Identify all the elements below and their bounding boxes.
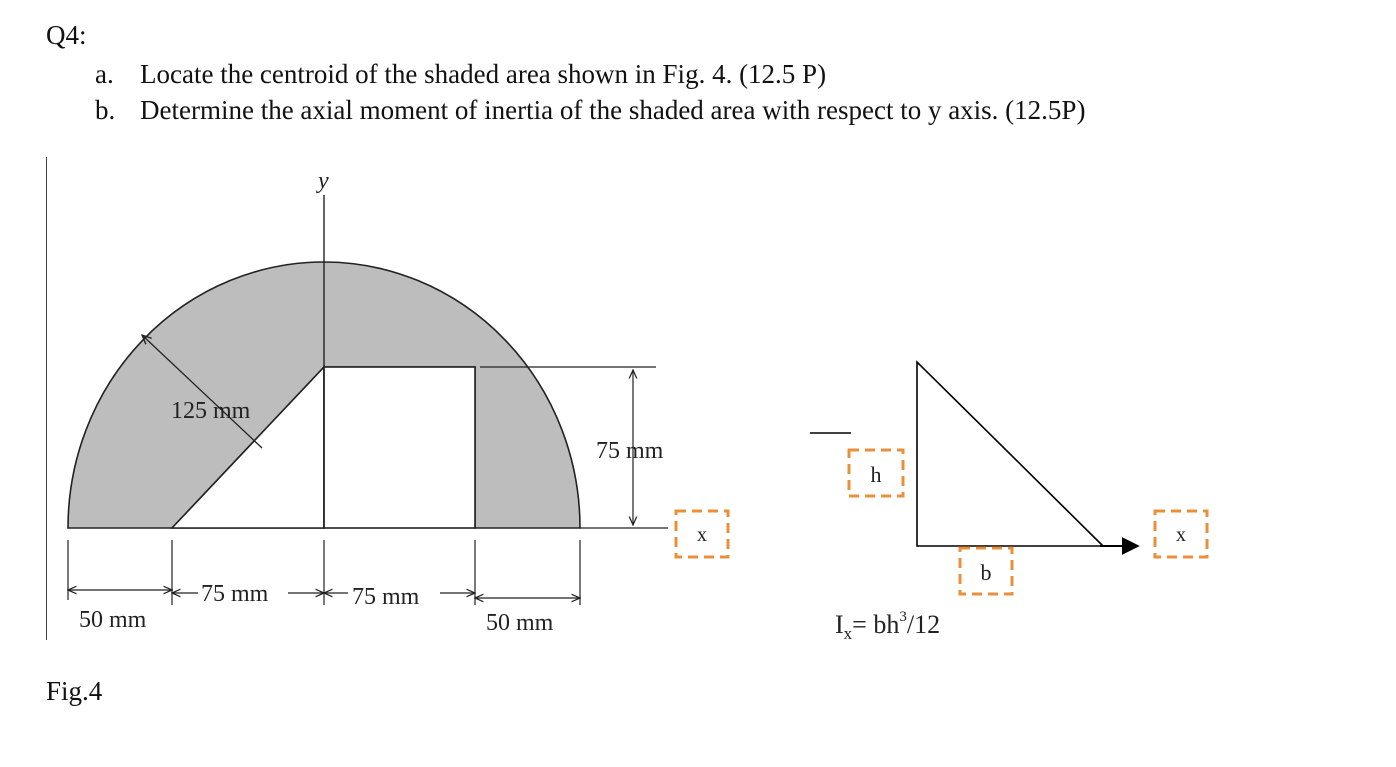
formula-subscript: x xyxy=(843,624,853,643)
figure-caption: Fig.4 xyxy=(46,676,103,706)
item-text: Determine the axial moment of inertia of the shaded area with respect to y axis. (12.5P) xyxy=(140,95,1086,125)
item-letter: a. xyxy=(95,59,114,89)
formula-superscript: 3 xyxy=(899,609,907,625)
item-letter: b. xyxy=(95,95,116,125)
inertia-formula xyxy=(835,609,940,643)
question-title: Q4: xyxy=(46,20,87,50)
dim-label-75-left: 75 mm xyxy=(201,581,269,607)
dim-label-50-right: 50 mm xyxy=(486,610,554,636)
h-label: h xyxy=(870,462,882,487)
radius-label: 125 mm xyxy=(171,398,251,424)
formula-equals: = bh xyxy=(852,610,900,639)
dim-label-75-right: 75 mm xyxy=(352,584,420,610)
formula-tail: /12 xyxy=(906,610,941,639)
right-triangle xyxy=(917,362,1103,546)
item-text: Locate the centroid of the shaded area shown in Fig. 4. (12.5 P) xyxy=(140,59,827,89)
formula-I: I xyxy=(835,610,844,639)
x-label-left: x xyxy=(697,524,707,546)
dim-label-50-left: 50 mm xyxy=(79,607,147,633)
height-label: 75 mm xyxy=(596,438,664,464)
y-axis-label: y xyxy=(318,168,329,194)
square-cutout xyxy=(324,367,475,528)
b-label: b xyxy=(980,560,992,585)
x-label-right: x xyxy=(1176,524,1186,546)
